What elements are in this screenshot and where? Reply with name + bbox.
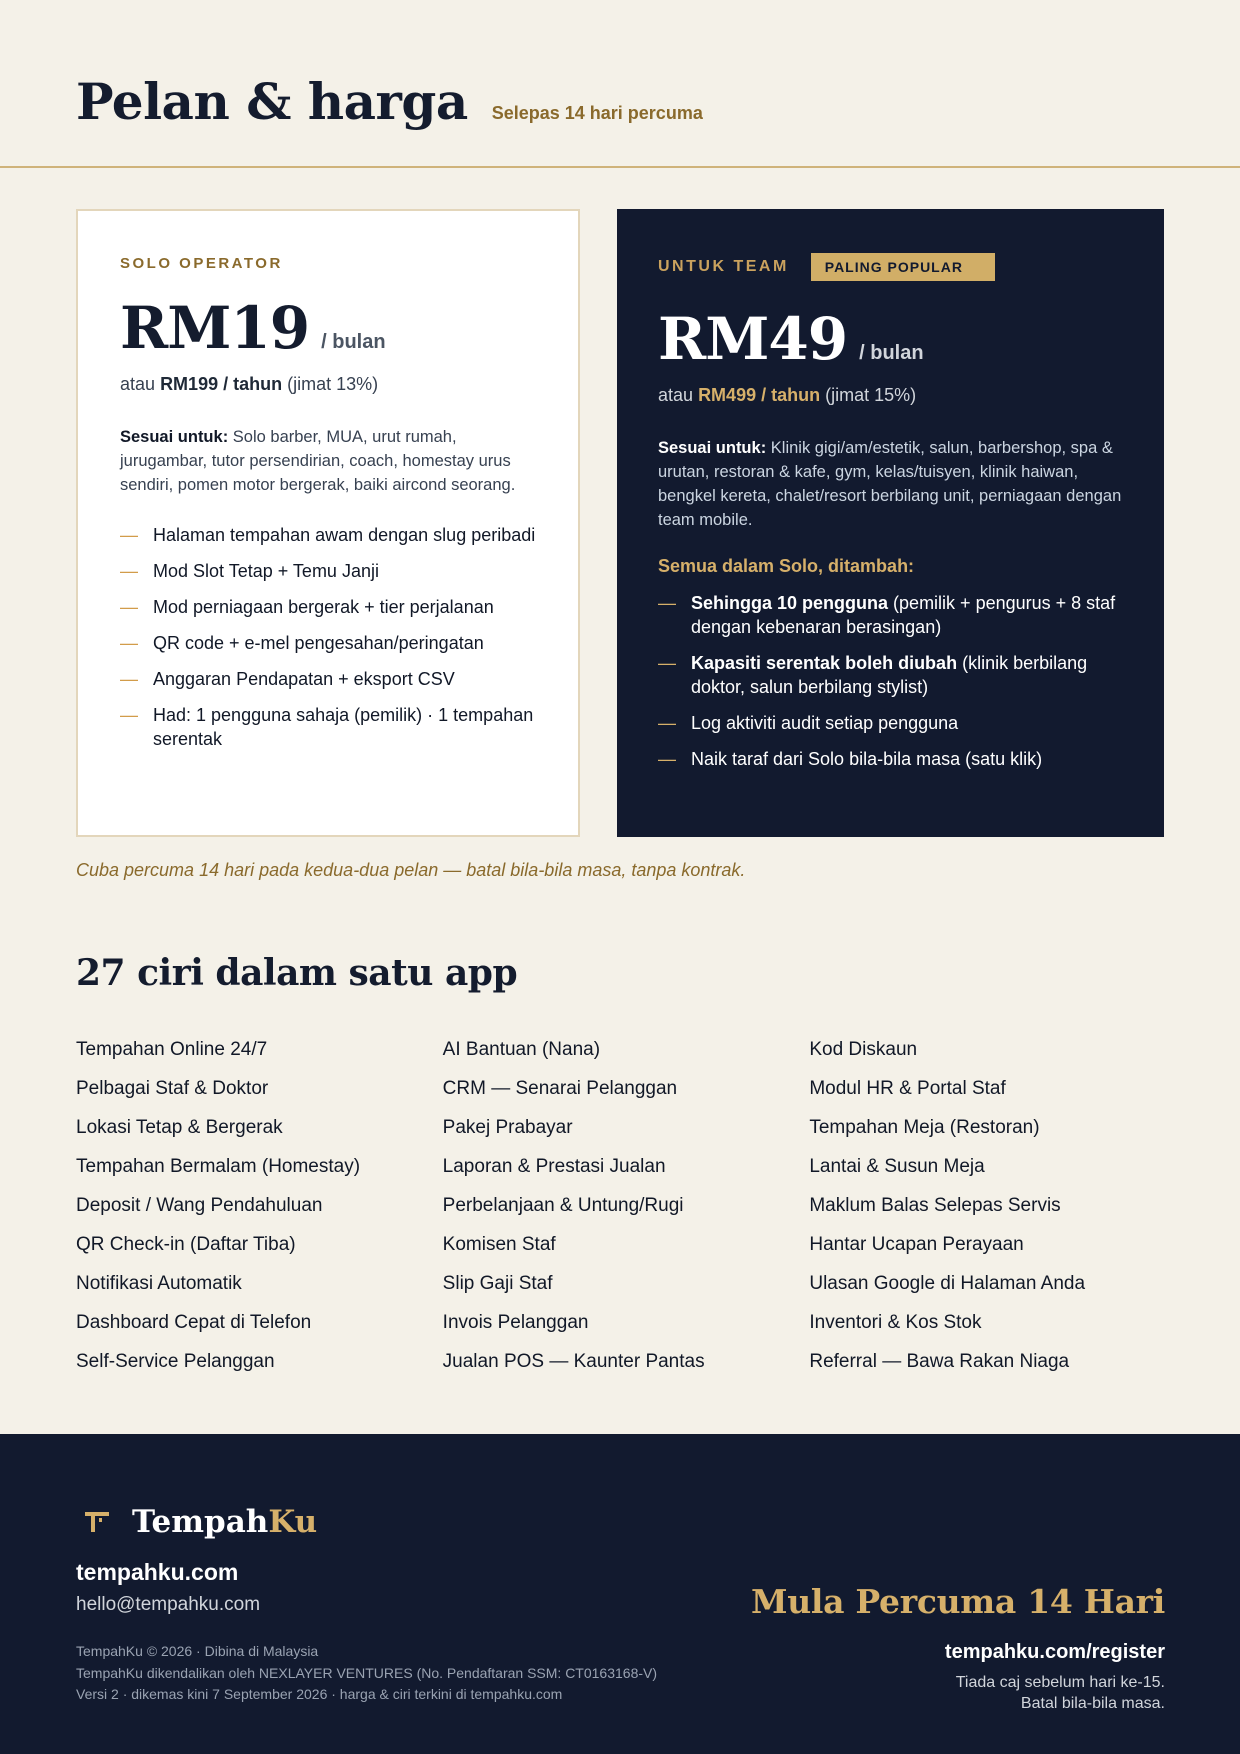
feature-item: Notifikasi Automatik [76,1273,242,1294]
annual-price [120,374,538,395]
annual-saving: (jimat 15%) [825,385,917,405]
feature-item: Pelbagai Staf & Doktor [76,1078,269,1099]
list-item: — Halaman tempahan awam dengan slug peribadi [120,525,536,545]
feature-item: QR Check-in (Daftar Tiba) [76,1234,296,1255]
legal-line: TempahKu © 2026 · Dibina di Malaysia [76,1643,319,1659]
list-item: — Log aktiviti audit setiap pengguna [658,713,959,733]
cta-note-line: Batal bila-bila masa. [1020,1695,1165,1712]
feature-item: Hantar Ucapan Perayaan [809,1234,1024,1255]
features-grid [76,1030,1176,1381]
feature-item: Ulasan Google di Halaman Anda [809,1273,1086,1294]
plan-period: / bulan [321,331,386,353]
register-link[interactable]: tempahku.com/register [944,1641,1165,1663]
feature-bold: Sehingga 10 pengguna [691,593,889,613]
legal-line: Versi 2 · dikemas kini 7 September 2026 · harga & ciri terkini di tempahku.com [76,1686,563,1702]
cta-note-line: Tiada caj sebelum hari ke-15. [955,1674,1165,1691]
brand-logo[interactable] [84,1504,317,1540]
footer [0,1434,1240,1754]
feature-item: Referral — Bawa Rakan Niaga [809,1351,1070,1372]
list-item: — Naik taraf dari Solo bila-bila masa (satu klik) [658,749,1043,769]
feature-item: Invois Pelanggan [442,1312,589,1333]
feature-text: Mod Slot Tetap + Temu Janji [153,561,379,581]
header-divider [0,166,1240,168]
feature-detail: (klinik berbilang doktor, salun berbilang stylist) [691,653,1088,697]
annual-prefix: atau [120,374,156,394]
feature-item: AI Bantuan (Nana) [442,1039,601,1060]
feature-item: Lantai & Susun Meja [809,1156,985,1177]
feature-detail: (pemilik + pengurus + 8 staf dengan kebenaran berasingan) [691,593,1116,637]
feature-text: Had: 1 pengguna sahaja (pemilik) · 1 tempahan serentak [153,705,534,749]
features-column [809,1030,1176,1381]
suitable-for-text: Solo barber, MUA, urut rumah, jurugambar, tutor persendirian, coach, homestay urus sendiri, pomen motor bergerak, baiki aircond seorang. [120,428,516,494]
feature-item: Tempahan Online 24/7 [76,1039,268,1060]
list-item: — Kapasiti serentak boleh diubah (klinik berbilang doktor, salun berbilang stylist) [658,651,1124,699]
features-column [443,1030,810,1381]
feature-item: Self-Service Pelanggan [76,1351,275,1372]
feature-item: CRM — Senarai Pelanggan [442,1078,678,1099]
feature-text [691,651,1124,699]
suitable-for-text: Klinik gigi/am/estetik, salun, barbershop, spa & urutan, restoran & kafe, gym, kelas/tuisyen, klinik haiwan, bengkel kereta, chalet/resort berbilang unit, perniagaan dengan team mobile. [658,439,1122,529]
feature-text: Anggaran Pendapatan + eksport CSV [153,669,455,689]
list-item: — Anggaran Pendapatan + eksport CSV [120,669,455,689]
legal-text [76,1641,657,1706]
annual-price-value: RM199 / tahun [160,374,283,394]
page-title: Pelan & harga [76,72,468,131]
feature-item: Pakej Prabayar [442,1117,573,1138]
feature-text [691,591,1124,639]
features-column [76,1030,443,1381]
cta-block [751,1582,1165,1714]
plan-period: / bulan [859,342,924,364]
brand-name [132,1504,317,1540]
page-subtitle: Selepas 14 hari percuma [491,103,703,123]
suitable-for-label: Sesuai untuk: [120,428,229,446]
plan-price: RM49 [658,305,848,373]
feature-item: Lokasi Tetap & Bergerak [76,1117,283,1138]
feature-item: Deposit / Wang Pendahuluan [76,1195,323,1216]
price-row [120,294,538,362]
list-item: — Had: 1 pengguna sahaja (pemilik) · 1 tempahan serentak [120,703,538,751]
brand-name-b: Ku [268,1504,318,1540]
team-feature-list [658,591,1124,771]
annual-price-value: RM499 / tahun [698,385,821,405]
suitable-for [120,425,538,497]
includes-label: Semua dalam Solo, ditambah: [658,556,915,576]
page-header [76,72,703,131]
feature-text: QR code + e-mel pengesahan/peringatan [153,633,484,653]
feature-item: Laporan & Prestasi Jualan [442,1156,666,1177]
brand-name-a: Tempah [132,1504,269,1540]
plan-name: SOLO OPERATOR [120,255,283,272]
plan-price: RM19 [120,294,310,362]
trial-note: Cuba percuma 14 hari pada kedua-dua pelan — batal bila-bila masa, tanpa kontrak. [76,860,746,880]
plan-header-row [658,253,1124,281]
email-link[interactable]: hello@tempahku.com [76,1594,261,1615]
plan-card-team [617,209,1164,837]
feature-item: Perbelanjaan & Untung/Rugi [442,1195,684,1216]
plan-name: UNTUK TEAM [658,258,789,275]
cta-title: Mula Percuma 14 Hari [750,1582,1165,1621]
list-item: — Mod Slot Tetap + Temu Janji [120,561,379,581]
suitable-for [658,436,1124,532]
feature-item: Slip Gaji Staf [442,1273,553,1294]
feature-item: Komisen Staf [442,1234,556,1255]
feature-item: Kod Diskaun [809,1039,918,1060]
suitable-for-label: Sesuai untuk: [658,439,767,457]
legal-line: TempahKu dikendalikan oleh NEXLAYER VENTURES (No. Pendaftaran SSM: CT0163168-V) [76,1664,658,1681]
feature-text: Halaman tempahan awam dengan slug peribadi [153,525,536,545]
annual-prefix: atau [658,385,694,405]
feature-item: Modul HR & Portal Staf [809,1078,1006,1099]
plan-card-solo [76,209,580,837]
feature-item: Tempahan Meja (Restoran) [809,1117,1040,1138]
list-item: — QR code + e-mel pengesahan/peringatan [120,633,484,653]
feature-bold: Kapasiti serentak boleh diubah [691,653,958,673]
solo-feature-list [120,523,538,751]
tempahku-t-logo-icon [84,1509,110,1535]
feature-item: Inventori & Kos Stok [809,1312,982,1333]
website-link[interactable]: tempahku.com [76,1559,239,1585]
price-row [658,305,1124,373]
feature-text: Mod perniagaan bergerak + tier perjalanan [153,597,494,617]
annual-saving: (jimat 13%) [287,374,379,394]
feature-item: Tempahan Bermalam (Homestay) [76,1156,361,1177]
feature-item: Dashboard Cepat di Telefon [76,1312,312,1333]
feature-item: Jualan POS — Kaunter Pantas [442,1351,705,1372]
feature-text: Log aktiviti audit setiap pengguna [691,713,959,733]
list-item: — Mod perniagaan bergerak + tier perjalanan [120,597,494,617]
popular-badge: PALING POPULAR [811,253,995,281]
list-item: — Sehingga 10 pengguna (pemilik + pengurus + 8 staf dengan kebenaran berasingan) [658,591,1124,639]
feature-item: Maklum Balas Selepas Servis [809,1195,1061,1216]
annual-price [658,385,1124,406]
feature-text: Naik taraf dari Solo bila-bila masa (satu klik) [691,749,1043,769]
cta-note [751,1672,1165,1714]
features-title: 27 ciri dalam satu app [76,952,518,994]
